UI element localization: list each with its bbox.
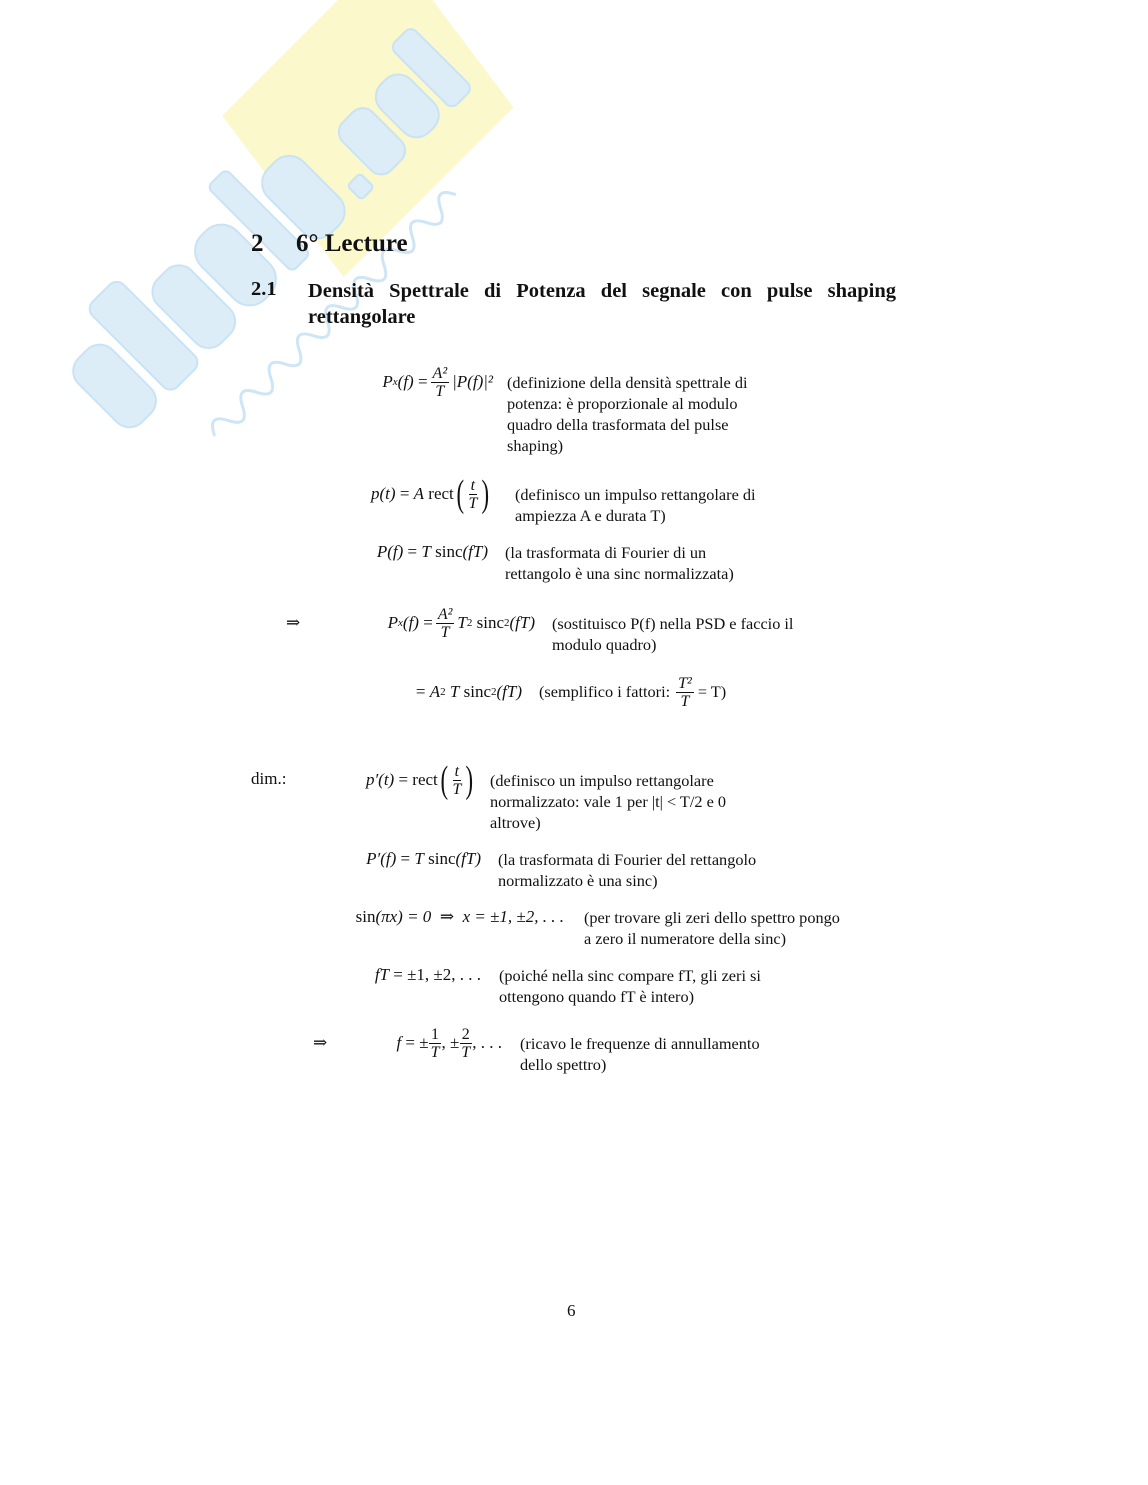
math-term: P(f) bbox=[376, 542, 404, 561]
equation-rect-pulse bbox=[371, 469, 492, 519]
fraction bbox=[466, 477, 479, 512]
comment bbox=[584, 907, 840, 949]
math-term: A bbox=[429, 682, 441, 701]
denominator: T bbox=[430, 1043, 440, 1061]
math-eq: = bbox=[398, 770, 409, 789]
equation-psd-simplified bbox=[416, 667, 522, 717]
math-term: (fT) bbox=[455, 849, 481, 868]
comment bbox=[520, 1033, 760, 1075]
numerator: A² bbox=[432, 364, 448, 382]
left-paren: ( bbox=[456, 473, 464, 515]
implies-arrow: ⇒ bbox=[286, 613, 301, 632]
comment-line: modulo quadro) bbox=[552, 635, 657, 654]
math-term: T bbox=[449, 682, 460, 701]
comment-line: = T) bbox=[697, 682, 727, 701]
comment-line: (la trasformata di Fourier di un bbox=[505, 543, 707, 562]
math-term: p′(t) bbox=[365, 770, 395, 789]
comment-line: altrove) bbox=[490, 813, 541, 832]
math-sup: 2 bbox=[440, 686, 446, 698]
math-sup: 2 bbox=[491, 686, 497, 698]
comment-line: (poiché nella sinc compare fT, gli zeri si bbox=[499, 966, 761, 985]
math-fn: rect bbox=[428, 484, 454, 503]
math-term: |P(f)|² bbox=[452, 372, 493, 391]
math-term: P bbox=[382, 372, 393, 391]
equation-psd-definition bbox=[382, 357, 493, 407]
section-title: 6° Lecture bbox=[296, 230, 408, 257]
comment-line: ampiezza A e durata T) bbox=[515, 506, 666, 525]
comment-line: (ricavo le frequenze di annullamento bbox=[520, 1034, 760, 1053]
math-term: P′(f) bbox=[366, 849, 397, 868]
comment-line: rettangolo è una sinc normalizzata) bbox=[505, 564, 734, 583]
math-term: (fT) bbox=[509, 613, 535, 632]
math-term: T bbox=[421, 542, 431, 561]
comment bbox=[499, 965, 761, 1007]
math-fn: sinc bbox=[428, 849, 456, 868]
math-fn: sinc bbox=[463, 682, 491, 701]
comment-line: (la trasformata di Fourier del rettangolo bbox=[498, 850, 757, 869]
equation-ft-integers bbox=[375, 950, 481, 1000]
right-paren: ) bbox=[465, 759, 474, 801]
math-term: P bbox=[387, 613, 399, 632]
math-fn: sinc bbox=[435, 542, 463, 561]
math-term: (f) bbox=[397, 372, 414, 391]
math-eq: = bbox=[407, 542, 418, 561]
fraction bbox=[429, 1026, 442, 1061]
comment-line: (semplifico i fattori: bbox=[539, 682, 671, 701]
implies-arrow: ⇒ bbox=[313, 1033, 328, 1052]
comment bbox=[552, 613, 793, 655]
subsection-title: Densità Spettrale di Potenza del segnale con pulse shaping rettangolare bbox=[308, 280, 896, 328]
math-term: T bbox=[457, 613, 467, 632]
equation-null-frequencies bbox=[396, 1018, 502, 1068]
right-paren: ) bbox=[481, 473, 490, 515]
denominator: T bbox=[680, 692, 690, 710]
fraction bbox=[450, 763, 463, 798]
comment-line: (definisco un impulso rettangolare bbox=[490, 771, 714, 790]
math-eq: = bbox=[400, 849, 411, 868]
math-tail: , . . . bbox=[472, 1033, 502, 1052]
math-eq: = bbox=[415, 682, 426, 701]
comment bbox=[507, 372, 748, 456]
math-term: = ±1, ±2, . . . bbox=[393, 965, 481, 984]
math-fn: sinc bbox=[476, 613, 504, 632]
math-term: p(t) bbox=[371, 484, 396, 503]
equation-normalized-rect bbox=[366, 755, 476, 805]
math-term: (πx) = 0 bbox=[375, 907, 432, 926]
comment-line: (sostituisco P(f) nella PSD e faccio il bbox=[552, 614, 794, 633]
comment-line: shaping) bbox=[507, 436, 564, 455]
numerator: t bbox=[470, 476, 476, 494]
comment-line: normalizzato: vale 1 per |t| < T/2 e 0 bbox=[490, 792, 727, 811]
math-eq: = ± bbox=[405, 1033, 429, 1052]
math-term: (fT) bbox=[496, 682, 522, 701]
math-sub: x bbox=[392, 376, 398, 388]
math-term: A bbox=[413, 484, 425, 503]
left-paren: ( bbox=[440, 759, 448, 801]
denominator: T bbox=[435, 382, 445, 400]
comment-line: dello spettro) bbox=[520, 1055, 607, 1074]
comment bbox=[498, 849, 756, 891]
comment-line: (per trovare gli zeri dello spettro pongo bbox=[584, 908, 840, 927]
math-eq: = bbox=[423, 613, 433, 632]
math-fn: sin bbox=[355, 907, 376, 926]
comment-line: potenza: è proporzionale al modulo bbox=[507, 394, 738, 413]
denominator: T bbox=[440, 623, 450, 641]
comment bbox=[505, 542, 734, 584]
equation-psd-substituted bbox=[388, 598, 535, 648]
math-term: x = ±1, ±2, . . . bbox=[462, 907, 564, 926]
fraction bbox=[436, 606, 455, 641]
comment bbox=[539, 667, 726, 717]
equation-sine-zeros bbox=[356, 892, 564, 942]
math-term: fT bbox=[374, 965, 389, 984]
math-sup: 2 bbox=[504, 617, 510, 629]
comment-line: ottengono quando fT è intero) bbox=[499, 987, 695, 1006]
comment bbox=[515, 484, 756, 526]
fraction bbox=[431, 365, 450, 400]
section-number: 2 bbox=[251, 230, 264, 257]
numerator: 2 bbox=[461, 1025, 470, 1043]
proof-label: dim.: bbox=[251, 769, 287, 788]
math-eq: = bbox=[417, 372, 428, 391]
math-term: T bbox=[414, 849, 424, 868]
math-term: f bbox=[396, 1033, 402, 1052]
comment-line: normalizzato è una sinc) bbox=[498, 871, 658, 890]
math-term: (fT) bbox=[462, 542, 488, 561]
equation-fourier-rect bbox=[377, 527, 488, 577]
numerator: t bbox=[454, 762, 460, 780]
denominator: T bbox=[461, 1043, 471, 1061]
numerator: T² bbox=[678, 674, 692, 692]
page-number: 6 bbox=[567, 1301, 576, 1320]
numerator: A² bbox=[437, 605, 453, 623]
numerator: 1 bbox=[431, 1025, 440, 1043]
subsection-number: 2.1 bbox=[251, 278, 277, 300]
denominator: T bbox=[468, 494, 478, 512]
comment bbox=[490, 770, 726, 833]
comment-line: (definizione della densità spettrale di bbox=[507, 373, 748, 392]
comment-line: a zero il numeratore della sinc) bbox=[584, 929, 787, 948]
fraction bbox=[459, 1026, 472, 1061]
fraction bbox=[676, 675, 694, 710]
math-fn: rect bbox=[412, 770, 438, 789]
math-sub: x bbox=[398, 617, 403, 629]
math-term: (f) bbox=[402, 613, 419, 632]
implies-arrow: ⇒ bbox=[439, 907, 455, 926]
math-eq: = bbox=[399, 484, 410, 503]
math-sep: , ± bbox=[441, 1033, 460, 1052]
denominator: T bbox=[452, 780, 462, 798]
math-sup: 2 bbox=[466, 617, 473, 629]
comment-line: (definisco un impulso rettangolare di bbox=[515, 485, 756, 504]
comment-line: quadro della trasformata del pulse bbox=[507, 415, 729, 434]
equation-fourier-normalized bbox=[366, 834, 481, 884]
